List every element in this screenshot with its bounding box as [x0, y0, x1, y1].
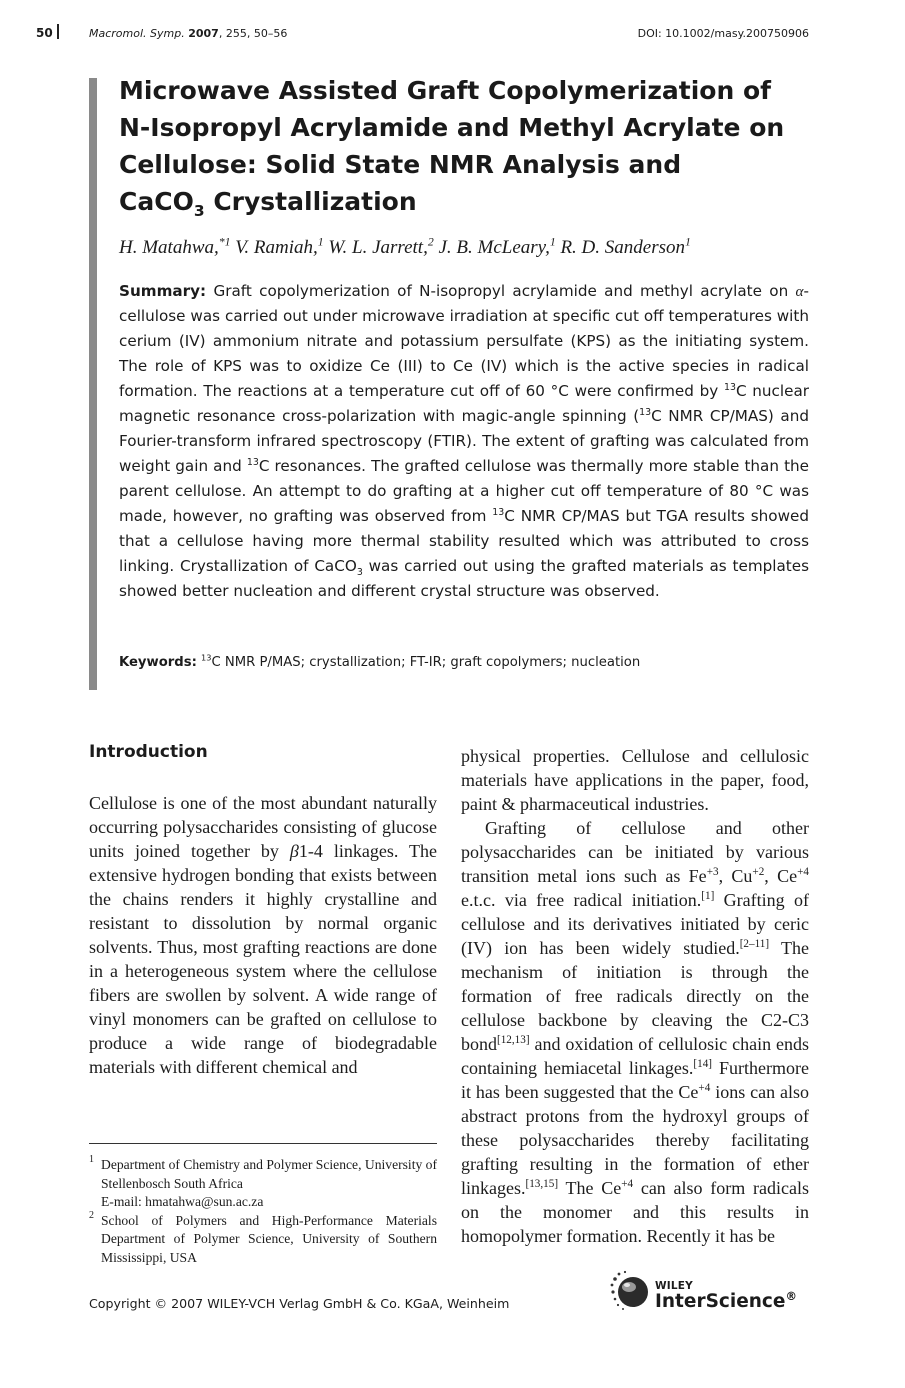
journal-reference: [89, 27, 287, 40]
title-line: N-Isopropyl Acrylamide and Methyl Acrylate on: [119, 113, 785, 142]
author: V. Ramiah,$^1$: [235, 235, 324, 258]
section-heading-introduction: Introduction: [89, 742, 208, 762]
paragraph: physical properties. Cellulose and cellulosic materials have applications in the paper, food, paint & pharmaceutical industries.: [461, 746, 809, 814]
paragraph: Grafting of cellulose and other polysaccharides can be initiated by various transition metal ions such as $Fe^{+3}$, $Cu^{+2}$, $Ce^{+4}$ e.t.c. via free radical initiation.[1] Grafting of cellulose and its derivatives initiated by ceric (IV) ion has been widely studied.[2–11] The mechanism of initiation is through the formation of free radicals directly on the cellulose backbone by cleaving the C2-C3 bond[12,13] and oxidation of cellulosic chain ends containing hemiacetal linkages.[14] Furthermore it has been suggested that the $Ce^{+4}$ ions can also abstract protons from the hydroxyl groups of these polysaccharides thereby facilitating grafting resulting in the formation of ether linkages.[13,15] The $Ce^{+4}$ can also form radicals on the monomer and this results in homopolymer formation. Recently it has be: [461, 818, 810, 1246]
body-column-left: [89, 791, 437, 1079]
author: W. L. Jarrett,$^2$: [328, 235, 434, 258]
citation: [2–11]: [739, 938, 770, 950]
title-line: Cellulose: Solid State NMR Analysis and: [119, 150, 682, 179]
title-line: CaCO$_3$ Crystallization: [119, 187, 417, 220]
footnote-number: 1: [89, 1154, 94, 1165]
journal-year: 2007: [188, 27, 219, 40]
author: J. B. McLeary,$^1$: [438, 235, 556, 258]
citation: [14]: [693, 1058, 713, 1070]
logo-interscience-text: InterScience®: [655, 1288, 797, 1312]
author: R. D. Sanderson$^1$: [560, 235, 691, 258]
footnote-number: 2: [89, 1209, 94, 1221]
author: H. Matahwa,$^{*1}$: [119, 235, 231, 258]
doi: DOI: 10.1002/masy.200750906: [637, 27, 809, 40]
summary-label: Summary:: [119, 282, 207, 300]
copyright-notice: Copyright © 2007 WILEY-VCH Verlag GmbH & Co. KGaA, Weinheim: [89, 1296, 510, 1311]
abstract-side-bar: [89, 78, 97, 690]
citation: [12,13]: [497, 1034, 530, 1046]
keywords-label: Keywords:: [119, 655, 197, 670]
journal-name: Macromol. Symp.: [89, 27, 185, 40]
abstract-summary: Summary: Graft copolymerization of N-isopropyl acrylamide and methyl acrylate on α-cellulose was carried out under microwave irradiation at specific cut off temperatures with cerium (IV) ammonium nitrate and potassium persulfate (KPS) as the initiating system. The role of KPS was to oxidize Ce (III) to Ce (IV) which is the active species in radical formation. The reactions at a temperature cut off of 60 °C were confirmed by $^{13}$C nuclear magnetic resonance cross-polarization with magic-angle spinning ($^{13}$C NMR CP/MAS) and Fourier-transform infrared spectroscopy (FTIR). The extent of grafting was calculated from weight gain and $^{13}$C resonances. The grafted cellulose was thermally more stable than the parent cellulose. An attempt to do grafting at a higher cut off temperature of 80 °C was made, however, no grafting was observed from $^{13}$C NMR CP/MAS but TGA results showed that a cellulose having more thermal stability resulted which was attributed to cross linking. Crystallization of CaCO$_3$ was carried out using the grafted materials as templates showed better nucleation and different crystal structure was observed.: [119, 282, 810, 600]
email-text: E-mail: hmatahwa@sun.ac.za: [101, 1194, 264, 1210]
footnote: 1 Department of Chemistry and Polymer Science, University of Stellenbosch South Africa E-mail: hmatahwa@sun.ac.za: [89, 1156, 437, 1212]
page-number-divider: [57, 24, 59, 39]
journal-pages: , 255, 50–56: [218, 27, 288, 40]
footnote-rule: [89, 1143, 437, 1144]
logo-wiley-text: WILEY: [655, 1280, 693, 1292]
paragraph: Cellulose is one of the most abundant naturally occurring polysaccharides consisting of glucose units joined together by β1-4 linkages. The extensive hydrogen bonding that exists between the chains renders it highly crystalline and resistant to dissolution by normal organic solvents. Thus, most grafting reactions are done in a heterogeneous system where the cellulose fibers are swollen by solvent. A wide range of vinyl monomers can be grafted on cellulose to produce a wide range of biodegradable materials with different chemical and: [89, 793, 437, 1077]
keywords: Keywords: $^{13}$C NMR P/MAS; crystallization; FT-IR; graft copolymers; nucleation: [119, 652, 641, 670]
citation: [13,15]: [525, 1178, 559, 1190]
body-column-right: [461, 744, 809, 1248]
author-list: [119, 236, 809, 260]
footnotes: [89, 1156, 437, 1268]
citation: [1]: [701, 890, 715, 902]
article-title: [119, 72, 809, 220]
globe-icon: [609, 1270, 653, 1312]
footnote: 2 School of Polymers and High-Performance Materials Department of Polymer Science, University of Southern Mississippi, USA: [89, 1212, 437, 1268]
title-line: Microwave Assisted Graft Copolymerization of: [119, 76, 772, 105]
page-number: 50: [36, 26, 53, 40]
wiley-interscience-logo: [605, 1266, 815, 1316]
